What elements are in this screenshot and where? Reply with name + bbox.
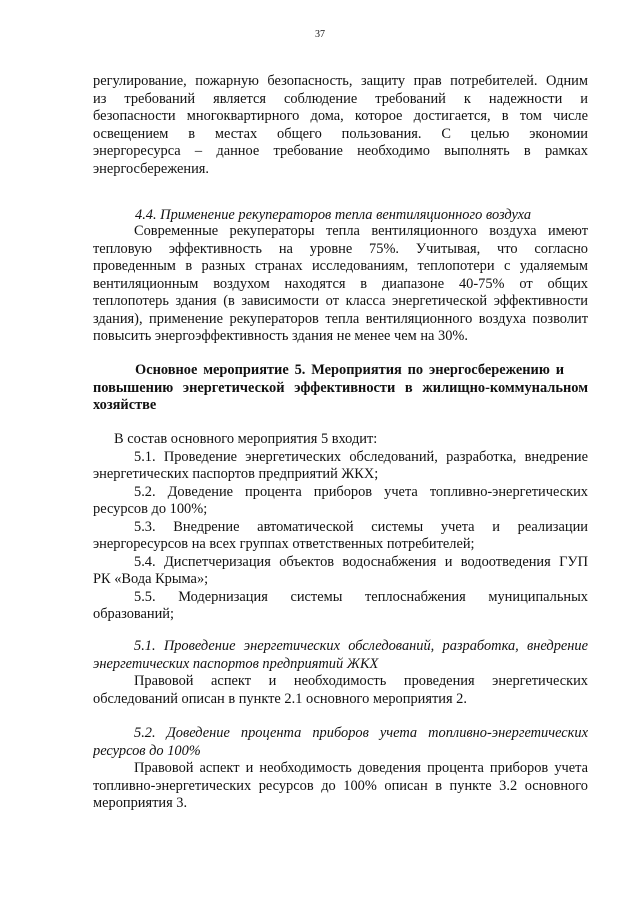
- text-line: топливно-энергетических ресурсов до 100% описан в пункте 3.2 основного: [93, 777, 588, 794]
- subsection-heading-line: энергетических паспортов предприятий ЖКХ: [93, 655, 379, 672]
- subsection-heading-line: 5.2. Доведение процента приборов учета топливно-энергетических: [134, 725, 588, 741]
- title-line: хозяйстве: [93, 397, 157, 413]
- list-item-continuation: РК «Вода Крыма»;: [93, 571, 209, 587]
- list-intro: В состав основного мероприятия 5 входит:: [114, 431, 378, 447]
- text-line: теплопотерь здания (в зависимости от класса энергетической эффективности: [93, 293, 588, 309]
- paragraph-4-4: [93, 223, 588, 346]
- text-line: энергосбережения.: [93, 160, 209, 177]
- subsection-heading-5-2: [93, 725, 588, 760]
- list-item-continuation: ресурсов до 100%;: [93, 501, 208, 517]
- activity-list: [93, 431, 588, 624]
- list-item: 5.4. Диспетчеризация объектов водоснабжения и водоотведения ГУП: [134, 553, 588, 570]
- text-line: Правовой аспект и необходимость проведения энергетических: [134, 673, 588, 689]
- text-line: безопасности многоквартирного дома, которое достигается, в том числе: [93, 108, 588, 124]
- section-heading: 4.4. Применение рекуператоров тепла вентиляционного воздуха: [135, 207, 532, 223]
- list-item-continuation: энергетических паспортов предприятий ЖКХ;: [93, 466, 379, 482]
- page-number: 37: [315, 29, 325, 40]
- text-line: регулирование, пожарную безопасность, защиту прав потребителей. Одним: [93, 73, 588, 89]
- text-line: энергоресурса – данное требование необходимо выполнять в рамках: [93, 143, 588, 159]
- subsection-heading-5-1: [93, 638, 588, 673]
- section-heading-4-4: [135, 207, 588, 225]
- list-item: 5.2. Доведение процента приборов учета топливно-энергетических: [134, 483, 588, 500]
- text-line: повысить энергоэффективность здания не менее чем на 30%.: [93, 328, 468, 344]
- list-item: 5.3. Внедрение автоматической системы учета и реализации: [134, 518, 588, 535]
- text-line: из требований является соблюдение требований к надежности и: [93, 90, 588, 107]
- paragraph-5-2: [93, 760, 588, 813]
- list-item: 5.1. Проведение энергетических обследований, разработка, внедрение: [134, 448, 588, 465]
- text-line: мероприятия 3.: [93, 795, 188, 811]
- list-item-continuation: образований;: [93, 606, 174, 622]
- text-line: проведенным в разных странах исследованиям, теплопотери с удаляемым: [93, 258, 588, 274]
- text-line: тепловую эффективность на уровне 75%. Учитывая, что согласно: [93, 240, 588, 257]
- list-item-continuation: энергоресурсов на всех группах ответственных потребителей;: [93, 536, 475, 552]
- text-line: освещением в местах общего пользования. С целью экономии: [93, 125, 588, 142]
- title-line: Основное мероприятие 5. Мероприятия по энергосбережению и: [135, 362, 564, 378]
- text-line: вентиляционным воздухом находятся в диапазоне 40-75% от общих: [93, 275, 588, 292]
- paragraph-intro: [93, 73, 588, 178]
- text-line: обследований описан в пункте 2.1 основного мероприятия 2.: [93, 690, 467, 707]
- text-line: здания), применение рекуператоров тепла вентиляционного воздуха позволит: [93, 310, 588, 327]
- paragraph-5-1: [93, 673, 588, 708]
- subsection-heading-line: 5.1. Проведение энергетических обследований, разработка, внедрение: [134, 638, 588, 654]
- text-line: Современные рекуператоры тепла вентиляционного воздуха имеют: [134, 223, 588, 239]
- title-line: повышению энергетической эффективности в жилищно-коммунальном: [93, 379, 588, 396]
- subsection-heading-line: ресурсов до 100%: [93, 742, 201, 759]
- main-activity-title: [93, 362, 588, 415]
- list-item: 5.5. Модернизация системы теплоснабжения муниципальных: [134, 588, 588, 605]
- text-line: Правовой аспект и необходимость доведения процента приборов учета: [134, 760, 588, 776]
